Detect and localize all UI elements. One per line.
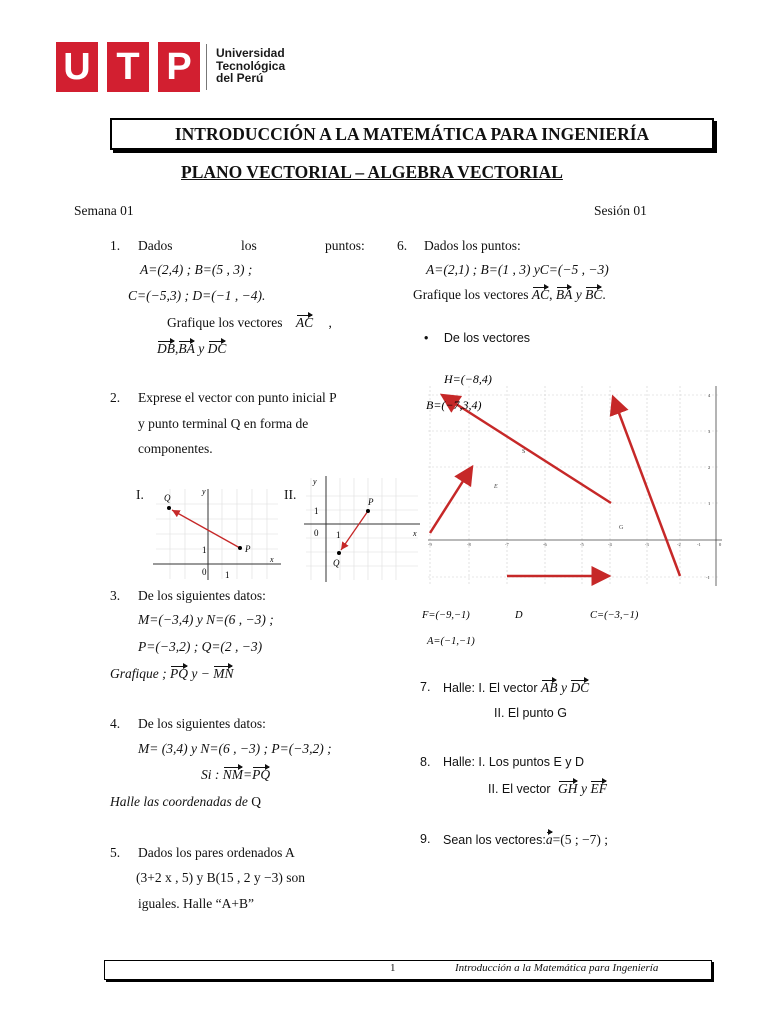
vector-ba: BA [178,341,195,356]
vector-pq: PQ [170,666,188,681]
vector-ac: AC [295,315,314,330]
logo-letter-p: P [158,42,200,92]
logo-divider [206,44,207,90]
text: puntos: [325,238,365,253]
graph-label-i: I. [136,487,144,502]
label-s: S [522,449,526,455]
label-a: A=(−1,−1) [427,636,475,647]
tick-label: 1 [314,506,319,516]
text: y punto terminal Q en forma de [138,416,309,431]
text: y [581,781,587,796]
text: Halle: I. Los puntos E y D [443,755,585,769]
vector-a: a [545,832,553,847]
text: Sean los vectores: [443,833,546,847]
tick-label: -2 [677,542,681,547]
tick-label: 2 [708,465,711,470]
graph-i [148,484,288,582]
math-line: P=(−3,2) ; Q=(2 , −3) [138,639,263,654]
vector-ac: AC [531,287,550,302]
label-p: P [368,497,374,507]
vector-ef: EF [590,781,607,796]
math-line: C=(−5,3) ; D=(−1 , −4). [128,288,266,303]
vector-fe [430,467,472,533]
math-line: M=(−3,4) y N=(6 , −3) ; [138,612,274,627]
tick-label: 1 [708,501,711,506]
label-b: B=(−7,3,4) [426,398,482,412]
vector-pq [172,510,240,548]
text: Dados [138,238,173,253]
bullet-item [424,331,530,345]
x-label: x [413,529,417,538]
problem-number: 5. [110,845,121,860]
y-tick-labels [706,393,711,580]
text: . [602,287,606,302]
problem-number: 6. [397,238,408,253]
label-e: E [494,484,498,490]
label-q: Q [164,493,171,503]
grid [156,489,278,579]
text: Dados los pares ordenados A [138,845,295,860]
text: De los siguientes datos: [138,588,266,603]
vectors-graph [400,366,730,656]
math-line: A=(2,1) ; B=(1 , 3) yC=(−5 , −3) [426,262,609,277]
label-c: C=(−3,−1) [590,610,639,621]
problem-number: 1. [110,238,121,253]
problem-number: 4. [110,716,121,731]
problem-number: 3. [110,588,121,603]
text: Dados los puntos: [424,238,521,253]
tick-label: -8 [467,542,471,547]
x-label: x [270,555,274,564]
tick-label: 3 [708,429,711,434]
logo-letter-u: U [56,42,98,92]
text: Grafique ; [110,666,167,681]
text: Halle: I. El vector [443,681,538,695]
text: De los vectores [443,331,531,345]
y-label: y [313,477,317,486]
tick-label: 4 [708,393,711,398]
text: y [575,287,582,302]
text: Grafique los vectores [413,287,529,302]
text: Halle las coordenadas de [110,794,248,809]
tick-label: -7 [505,542,509,547]
course-title: INTRODUCCIÓN A LA MATEMÁTICA PARA INGENIERÍA [110,118,714,150]
page-subtitle: PLANO VECTORIAL – ALGEBRA VECTORIAL [181,162,563,182]
text: iguales. Halle “A+B” [138,896,254,911]
university-name: Universidad Tecnológica del Perú [216,46,286,85]
vector-bc: BC [585,287,603,302]
math-line: M= (3,4) y N=(6 , −3) ; P=(−3,2) ; [138,741,332,756]
point-q [167,506,171,510]
text: Q [251,794,261,809]
tick-label: -5 [580,542,584,547]
text: = [243,767,253,782]
label-q: Q [333,558,340,568]
tick-label: 0 [314,528,319,538]
tick-label: 1 [336,530,341,540]
vector-dc: DC [570,680,590,695]
text: y [198,341,205,356]
semana-label: Semana 01 [74,203,134,218]
sesion-label: Sesión 01 [594,203,647,218]
vector-gh: GH [558,781,578,796]
footer-course: Introducción a la Matemática para Ingeniería [455,962,659,974]
text: Si : [201,767,220,782]
text: Exprese el vector con punto inicial P [138,390,337,405]
tick-label: 0 [202,567,207,577]
problem-number: 2. [110,390,121,405]
label-d: D [515,610,523,621]
tick-label: -4 [608,542,612,547]
tick-label: -1 [697,542,701,547]
tick-label: 1 [225,570,230,580]
vector-db: DB [157,341,175,356]
page-number: 1 [390,962,396,974]
text: II. El punto G [494,706,567,720]
x-tick-labels [428,542,722,547]
point-p [238,546,242,550]
vector-ab: AB [540,680,558,695]
vector-pq: PQ [252,767,271,782]
math-line: A=(2,4) ; B=(5 , 3) ; [140,262,253,277]
text: los [241,238,257,253]
tick-label: 1 [202,545,207,555]
tick-label: -6 [543,542,547,547]
graph-label-ii: II. [284,487,297,502]
text: De los siguientes datos: [138,716,266,731]
footer [104,960,712,980]
vector-ba: BA [555,287,573,302]
vector-mn: MN [213,666,234,681]
text: II. El vector [488,782,551,796]
problem-number: 7. [420,680,431,694]
point-p [366,509,370,513]
vector-nm: NM [222,767,243,782]
y-label: y [202,487,206,496]
label-g: G [619,525,624,531]
problem-number: 8. [420,755,431,769]
point-q [337,551,341,555]
tick-label: 0 [719,542,722,547]
tick-label: -3 [645,542,649,547]
text: y [560,680,567,695]
math-line: (3+2 x , 5) y B(15 , 2 y −3) son [136,870,305,885]
text: , [328,315,332,330]
text: , [549,287,553,302]
problem-number: 9. [420,832,431,846]
vector-ab [613,397,680,576]
label-h: H=(−8,4) [444,372,492,386]
label-f: F=(−9,−1) [422,610,470,621]
math-text: =(5 ; −7) ; [552,832,608,847]
text: componentes. [138,441,213,456]
tick-label: -1 [706,575,710,580]
tick-label: -9 [428,542,432,547]
logo-letter-t: T [107,42,149,92]
vector-dc: DC [207,341,227,356]
bullet-dot: • [424,331,429,345]
text: y − [191,666,210,681]
vector-pq [341,511,368,550]
text: Grafique los vectores [167,315,283,330]
grid [428,386,718,586]
label-p: P [245,544,251,554]
